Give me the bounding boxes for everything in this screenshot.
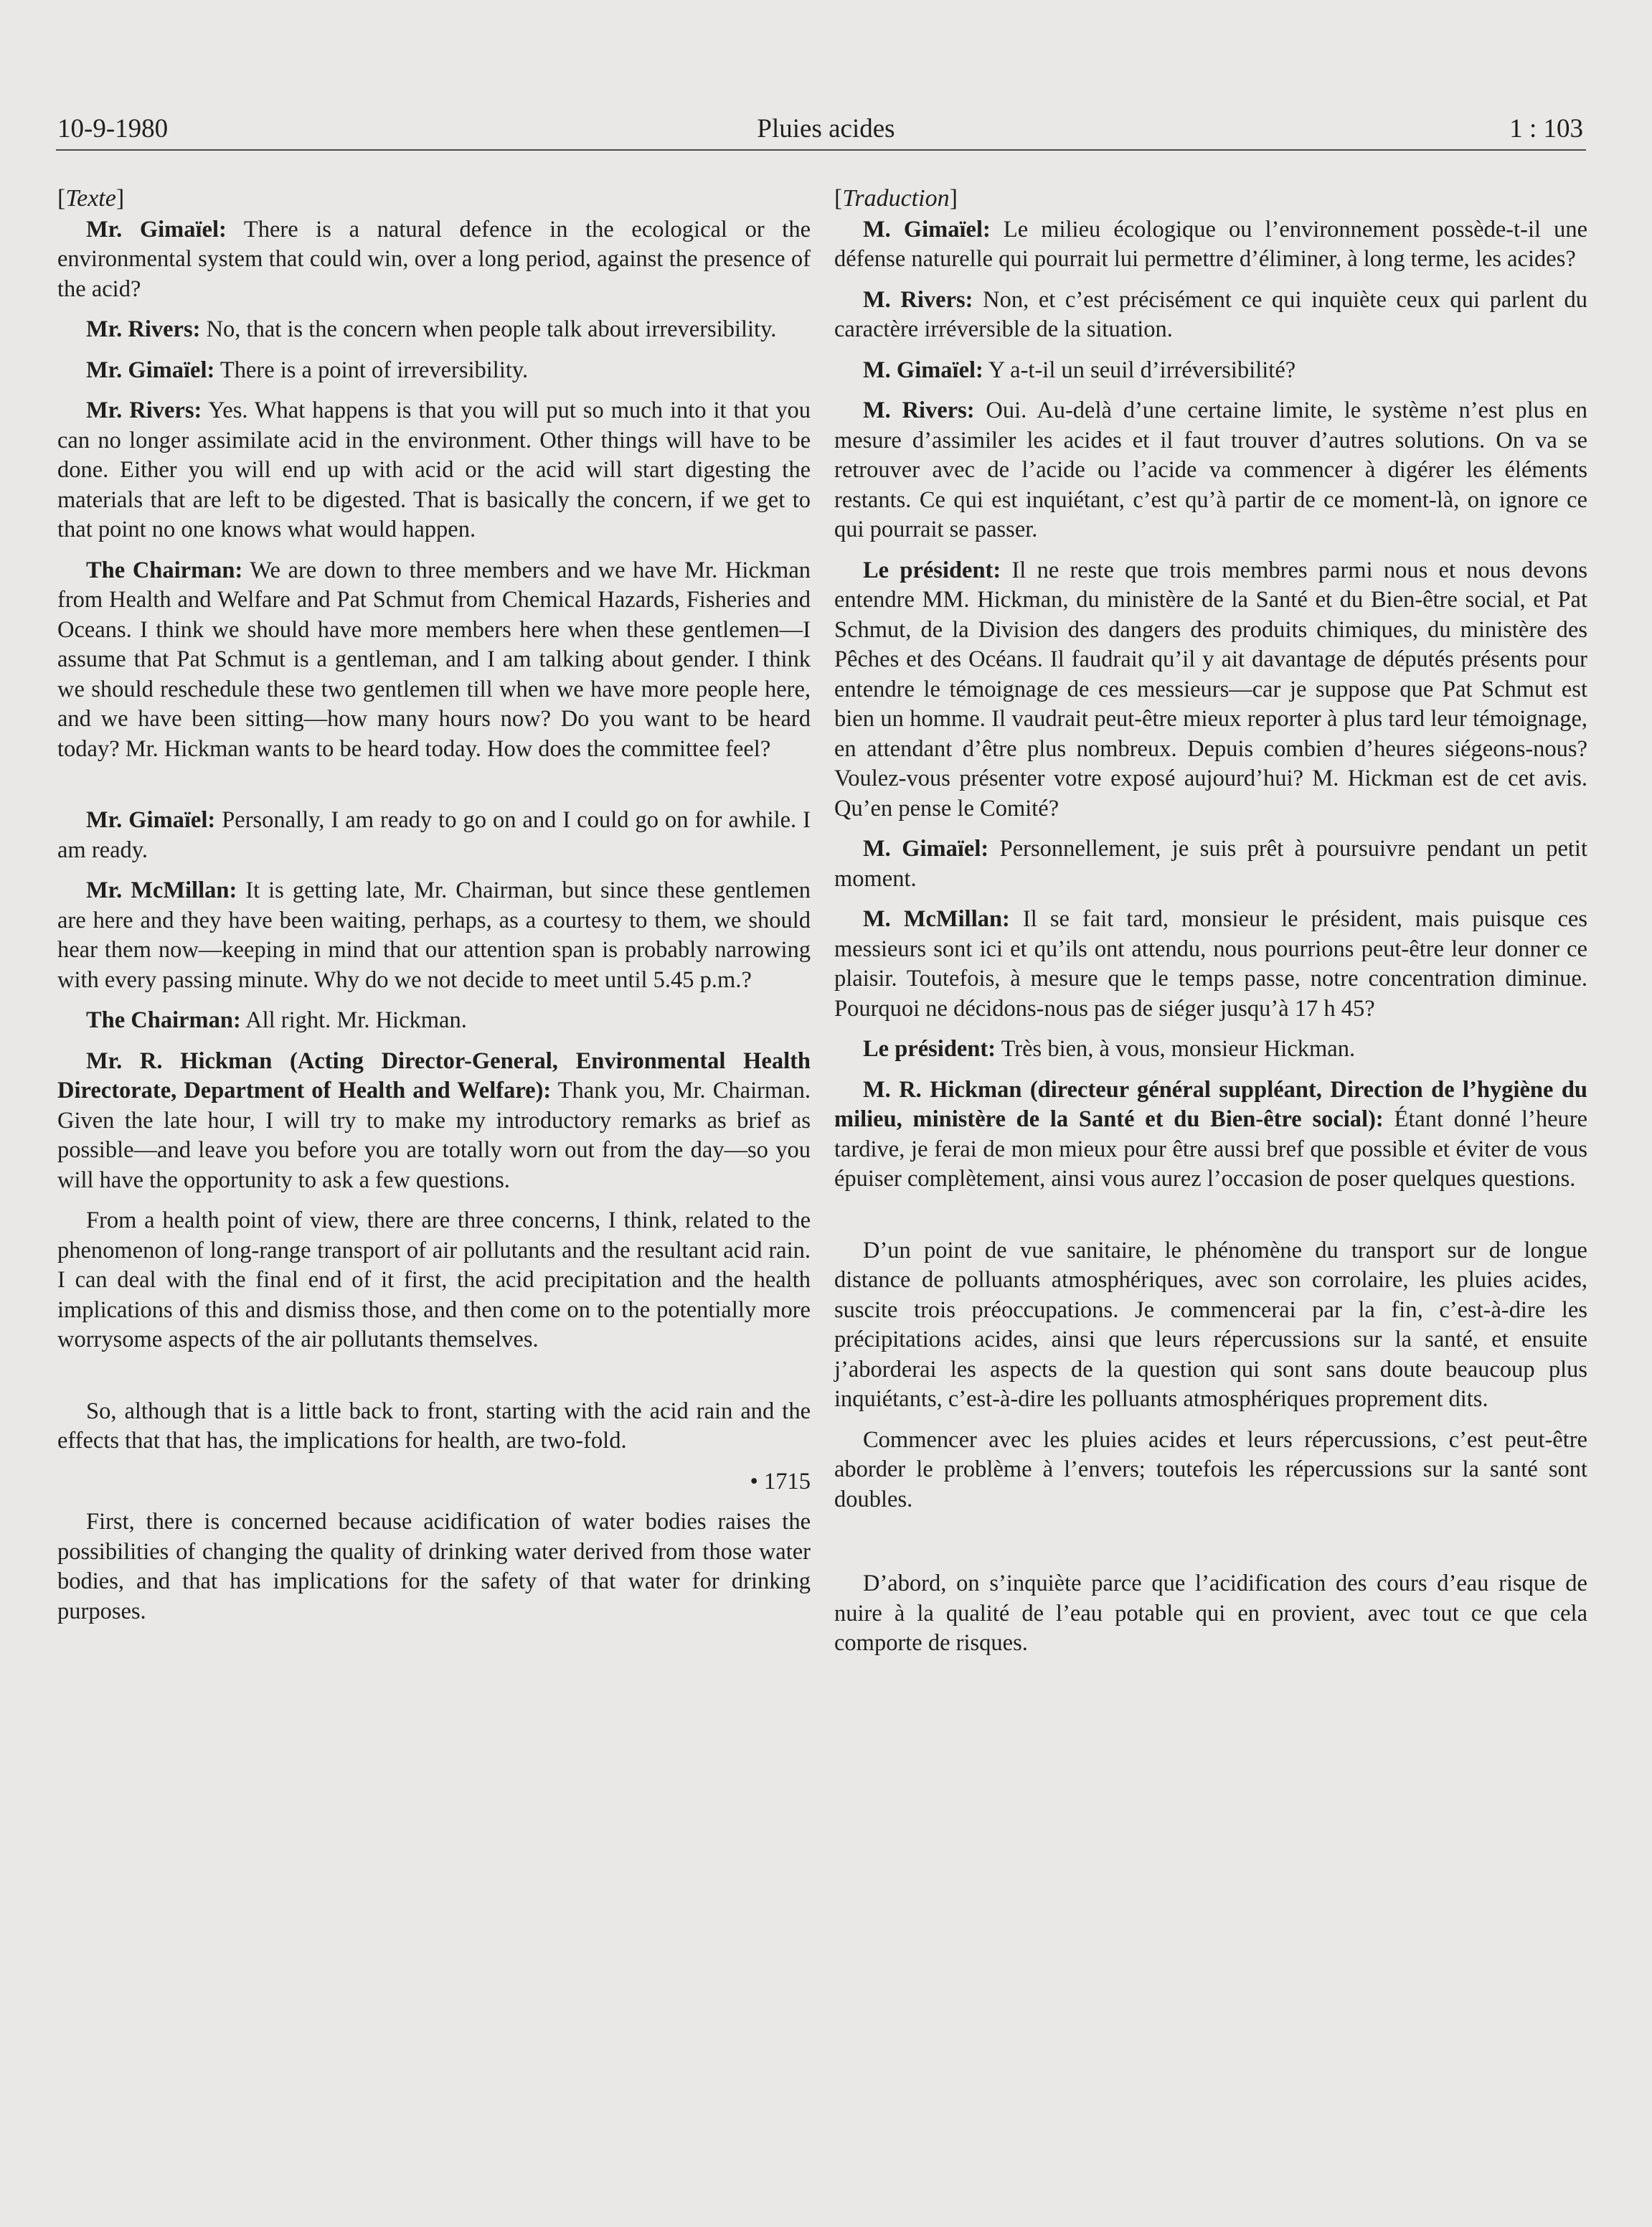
speaker: Mr. Rivers:	[86, 397, 202, 423]
speaker: Le président:	[863, 557, 1001, 583]
speaker: M. McMillan:	[863, 906, 1010, 932]
speaker: M. Gimaïel:	[863, 216, 991, 243]
paragraph: Mr. Gimaïel: Personally, I am ready to go on and I could go on for awhile. I am ready.	[57, 807, 811, 863]
paragraph: M. Gimaïel: Personnellement, je suis prêt à poursuivre pendant un petit moment.	[834, 836, 1587, 892]
paragraph: Mr. Gimaïel: There is a natural defence in the ecological or the environmental system that could win, over a long period, against the presence of the acid?	[57, 216, 811, 302]
header-title: Pluies acides	[757, 114, 895, 143]
paragraph: The Chairman: We are down to three members and we have Mr. Hickman from Health and Welfare and Pat Schmut from Chemical Hazards, Fisheries and Oceans. I think we should have more members here when these gentlemen—I assume that Pat Schmut is a gentleman, and I am talking about gender. I think we should reschedule these two gentlemen till when we have more people here, and we have been sitting—how many hours now? Do you want to be heard today? Mr. Hickman wants to be heard today. How does the committee feel?	[57, 557, 811, 762]
speaker: M. R. Hickman (directeur général suppléant, Direction de l’hygiène du milieu, ministère de la Santé et du Bien-être social):	[834, 1076, 1587, 1132]
paragraph: The Chairman: All right. Mr. Hickman.	[86, 1007, 467, 1033]
paragraph: Le président: Il ne reste que trois membres parmi nous et nous devons entendre MM. Hickman, du ministère de la Santé et du Bien-être social, et Pat Schmut, de la Division des dangers des produits chimiques, du ministère des Pêches et des Océans. Il faudrait qu’il y ait davantage de députés présents pour entendre le témoignage de ces messieurs—car je suppose que Pat Schmut est bien un homme. Il vaudrait peut-être mieux reporter à plus tard leur témoignage, en attendant d’être plus nombreux. Depuis combien d’heures siégeons-nous? Voulez-vous présenter votre exposé aujourd’hui? M. Hickman est de cet avis. Qu’en pense le Comité?	[834, 557, 1587, 821]
speaker: M. Gimaïel:	[863, 836, 989, 862]
time-marker: • 1715	[750, 1468, 811, 1494]
paragraph: Mr. Rivers: No, that is the concern when people talk about irreversibility.	[86, 316, 777, 342]
paragraph: Mr. Rivers: Yes. What happens is that you will put so much into it that you can no longer assimilate acid in the environment. Other things will have to be done. Either you will end up with acid or the acid will start digesting the materials that are left to be digested. That is basically the concern, if we get to that point no one knows what would happen.	[57, 397, 811, 542]
speaker: M. Rivers:	[863, 397, 975, 423]
column-tag: [Traduction]	[834, 185, 958, 212]
paragraph: M. Gimaïel: Y a-t-il un seuil d’irréversibilité?	[863, 357, 1296, 383]
paragraph: M. Gimaïel: Le milieu écologique ou l’environnement possède-t-il une défense naturelle qui pourrait lui permettre d’éliminer, à long terme, les acides?	[834, 216, 1587, 272]
paragraph: Le président: Très bien, à vous, monsieur Hickman.	[863, 1036, 1356, 1062]
paragraph: D’abord, on s’inquiète parce que l’acidification des cours d’eau risque de nuire à la qualité de l’eau potable qui en provient, avec tout ce que cela comporte de risques.	[834, 1571, 1587, 1656]
paragraph: Commencer avec les pluies acides et leurs répercussions, c’est peut-être aborder le problème à l’envers; toutefois les répercussions sur la santé sont doubles.	[834, 1426, 1587, 1512]
header-rule	[56, 149, 1586, 151]
paragraph: D’un point de vue sanitaire, le phénomène du transport sur de longue distance de polluants atmosphériques, avec son corrolaire, les pluies acides, suscite trois préoccupations. Je commencerai par la fin, c’est-à-dire les précipitations acides, ainsi que leurs répercussions sur la santé, et ensuite j’aborderai les aspects de la question qui sont sans doute beaucoup plus inquiétants, c’est-à-dire les polluants atmosphériques proprement dits.	[834, 1237, 1587, 1412]
speaker: The Chairman:	[86, 1007, 241, 1033]
speaker: Mr. McMillan:	[86, 877, 237, 903]
french-column	[834, 184, 1587, 1670]
paragraph: Mr. McMillan: It is getting late, Mr. Chairman, but since these gentlemen are here and they have been waiting, perhaps, as a courtesy to them, we should hear them now—keeping in mind that our attention span is probably narrowing with every passing minute. Why do we not decide to meet until 5.45 p.m.?	[57, 877, 811, 993]
speaker: Mr. Gimaïel:	[86, 216, 227, 243]
paragraph: M. R. Hickman (directeur général suppléant, Direction de l’hygiène du milieu, ministère de la Santé et du Bien-être social): Étant donné l’heure tardive, je ferai de mon mieux pour être aussi bref que possible et éviter de vous épuiser complètement, ainsi vous aurez l’occasion de poser quelques questions.	[834, 1076, 1587, 1192]
paragraph: M. Rivers: Non, et c’est précisément ce qui inquiète ceux qui parlent du caractère irréversible de la situation.	[834, 286, 1587, 342]
paragraph: M. Rivers: Oui. Au-delà d’une certaine limite, le système n’est plus en mesure d’assimiler les acides et il faut trouver d’autres solutions. On va se retrouver avec de l’acide ou l’acide va commencer à digérer les éléments restants. Ce qui est inquiétant, c’est qu’à partir de ce moment-là, on ignore ce qui pourrait se passer.	[834, 397, 1588, 542]
speaker: Mr. Rivers:	[86, 316, 201, 342]
paragraph: M. McMillan: Il se fait tard, monsieur le président, mais puisque ces messieurs sont ici et qu’ils ont attendu, nous pourrions peut-être leur donner ce plaisir. Toutefois, à mesure que le temps passe, notre concentration diminue. Pourquoi ne décidons-nous pas de siéger jusqu’à 17 h 45?	[834, 906, 1588, 1022]
paragraph: Mr. R. Hickman (Acting Director-General, Environmental Health Directorate, Department of Health and Welfare): Thank you, Mr. Chairman. Given the late hour, I will try to make my introductory remarks as brief as possible—and leave you before you are totally worn out from the day—so you will have the opportunity to ask a few questions.	[57, 1047, 811, 1193]
speaker: Mr. Gimaïel:	[86, 807, 216, 833]
paragraph: From a health point of view, there are three concerns, I think, related to the phenomenon of long-range transport of air pollutants and the resultant acid rain. I can deal with the final end of it first, the acid precipitation and the health implications of this and dismiss those, and then come on to the potentially more worrysome aspects of the air pollutants themselves.	[57, 1207, 811, 1352]
paragraph: First, there is concerned because acidification of water bodies raises the possibilities of changing the quality of drinking water derived from those water bodies, and that has implications for the safety of that water for drinking purposes.	[57, 1509, 811, 1624]
speaker: Mr. Gimaïel:	[86, 357, 215, 383]
speaker: Le président:	[863, 1036, 996, 1062]
english-column	[57, 184, 811, 1637]
speaker: Mr. R. Hickman (Acting Director-General, Environmental Health Directorate, Department of Health and Welfare):	[57, 1047, 811, 1103]
header-page-number: 1 : 103	[1509, 114, 1583, 143]
column-tag: [Texte]	[57, 185, 125, 212]
speaker: The Chairman:	[86, 557, 243, 583]
paragraph: So, although that is a little back to front, starting with the acid rain and the effects that that has, the implications for health, are two-fold.	[57, 1398, 811, 1454]
speaker: M. Rivers:	[863, 286, 973, 313]
speaker: M. Gimaïel:	[863, 357, 983, 383]
header-date: 10-9-1980	[57, 114, 169, 143]
paragraph: Mr. Gimaïel: There is a point of irreversibility.	[86, 357, 529, 383]
